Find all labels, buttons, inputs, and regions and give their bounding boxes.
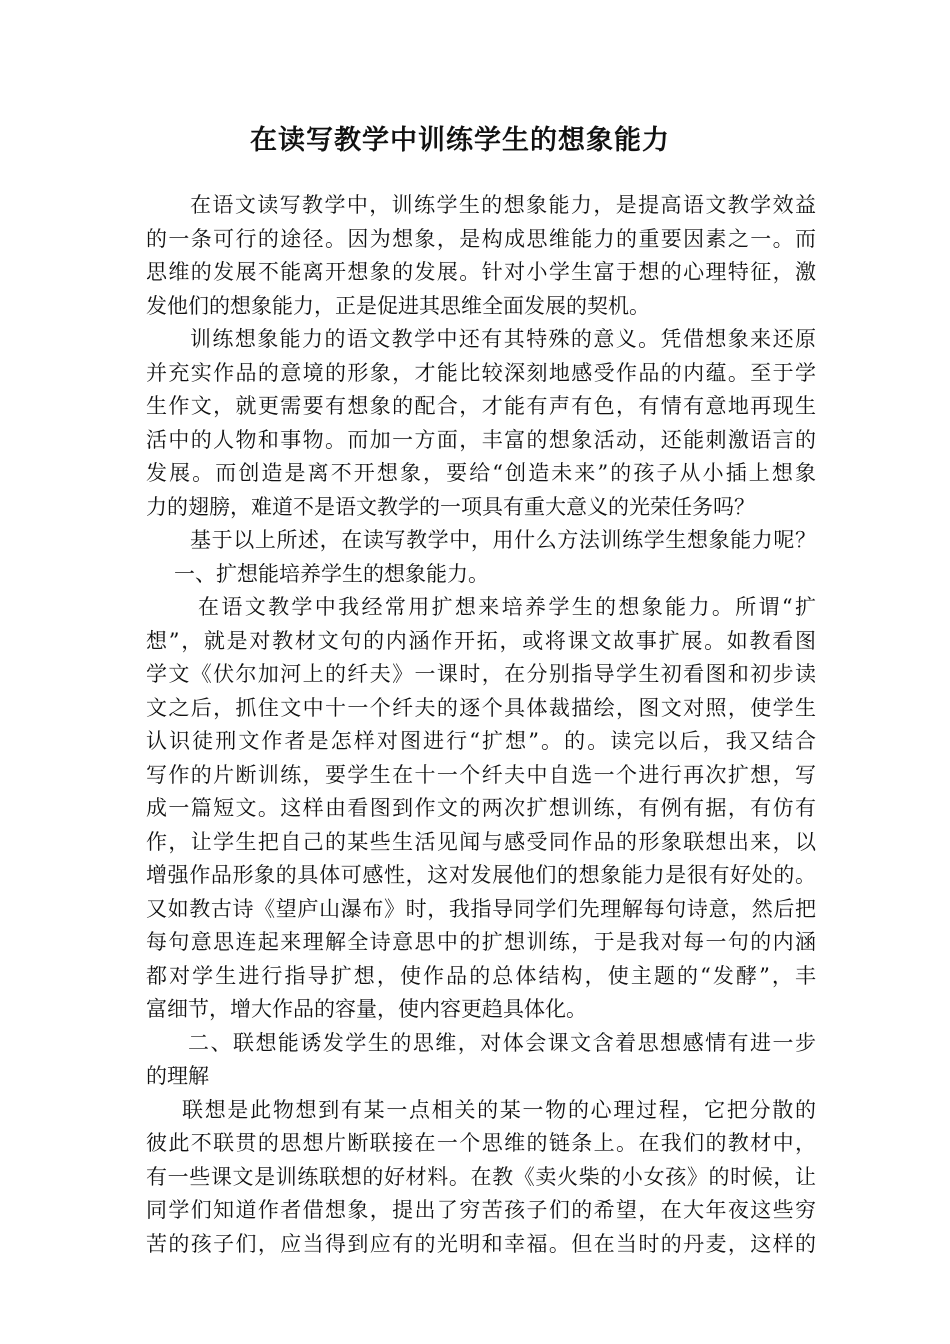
paragraph-line: 并充实作品的意境的形象，才能比较深刻地感受作品的内蕴。至于学 <box>146 360 816 385</box>
paragraph-line: 的一条可行的途径。因为想象，是构成思维能力的重要因素之一。而 <box>146 226 816 251</box>
paragraph-line: 作，让学生把自己的某些生活见闻与感受同作品的形象联想出来，以 <box>146 829 816 854</box>
paragraph-line: 写作的片断训练，要学生在十一个纤夫中自选一个进行再次扩想，写 <box>146 762 816 787</box>
document-body <box>146 189 816 1261</box>
paragraph-line: 在语文教学中我经常用扩想来培养学生的想象能力。所谓“扩 <box>198 595 816 619</box>
paragraph-line: 增强作品形象的具体可感性，这对发展他们的想象能力是很有好处的。 <box>146 863 816 887</box>
paragraph-line: 联想是此物想到有某一点相关的某一物的心理过程，它把分散的 <box>182 1097 816 1122</box>
paragraph-line: 的理解 <box>146 1064 209 1088</box>
paragraph-line: 同学们知道作者借想象，提出了穷苦孩子们的希望，在大年夜这些穷 <box>146 1198 816 1222</box>
paragraph-line: 在语文读写教学中，训练学生的想象能力，是提高语文教学效益 <box>190 193 816 217</box>
paragraph-line: 有一些课文是训练联想的好材料。在教《卖火柴的小女孩》的时候，让 <box>146 1164 816 1189</box>
paragraph-line: 一、扩想能培养学生的想象能力。 <box>174 561 489 586</box>
paragraph-line: 基于以上所述，在读写教学中，用什么方法训练学生想象能力呢？ <box>190 528 816 552</box>
paragraph-line: 力的翅膀，难道不是语文教学的一项具有重大意义的光荣任务吗？ <box>146 494 755 519</box>
paragraph-line: 思维的发展不能离开想象的发展。针对小学生富于想的心理特征，激 <box>146 260 816 284</box>
paragraph-line: 训练想象能力的语文教学中还有其特殊的意义。凭借想象来还原 <box>190 327 816 351</box>
paragraph-line: 文之后，抓住文中十一个纤夫的逐个具体裁描绘，图文对照，使学生 <box>146 695 816 720</box>
paragraph-line: 彼此不联贯的思想片断联接在一个思维的链条上。在我们的教材中， <box>146 1131 816 1155</box>
paragraph-line: 发他们的想象能力，正是促进其思维全面发展的契机。 <box>146 293 650 318</box>
paragraph-line: 发展。而创造是离不开想象，要给“创造未来”的孩子从小插上想象 <box>146 461 816 485</box>
paragraph-line: 富细节，增大作品的容量，使内容更趋具体化。 <box>146 997 587 1021</box>
document-title: 在读写教学中训练学生的想象能力 <box>250 125 670 156</box>
paragraph-line: 想”，就是对教材文句的内涵作开拓，或将课文故事扩展。如教看图 <box>146 628 816 653</box>
paragraph-line: 又如教古诗《望庐山瀑布》时，我指导同学们先理解每句诗意，然后把 <box>146 896 816 921</box>
paragraph-line: 成一篇短文。这样由看图到作文的两次扩想训练，有例有据，有仿有 <box>146 796 816 820</box>
paragraph-line: 每句意思连起来理解全诗意思中的扩想训练，于是我对每一句的内涵 <box>146 930 816 954</box>
paragraph-line: 活中的人物和事物。而加一方面，丰富的想象活动，还能刺激语言的 <box>146 427 816 452</box>
paragraph-line: 苦的孩子们，应当得到应有的光明和幸福。但在当时的丹麦，这样的 <box>146 1231 816 1256</box>
paragraph-line: 认识徒刑文作者是怎样对图进行“扩想”。的。读完以后，我又结合 <box>146 729 816 753</box>
paragraph-line: 学文《伏尔加河上的纤夫》一课时，在分别指导学生初看图和初步读 <box>146 662 816 686</box>
paragraph-line: 生作文，就更需要有想象的配合，才能有声有色，有情有意地再现生 <box>146 394 816 418</box>
paragraph-line: 二、联想能诱发学生的思维，对体会课文含着思想感情有进一步 <box>188 1030 816 1055</box>
paragraph-line: 都对学生进行指导扩想，使作品的总体结构，使主题的“发酵”，丰 <box>146 963 816 988</box>
